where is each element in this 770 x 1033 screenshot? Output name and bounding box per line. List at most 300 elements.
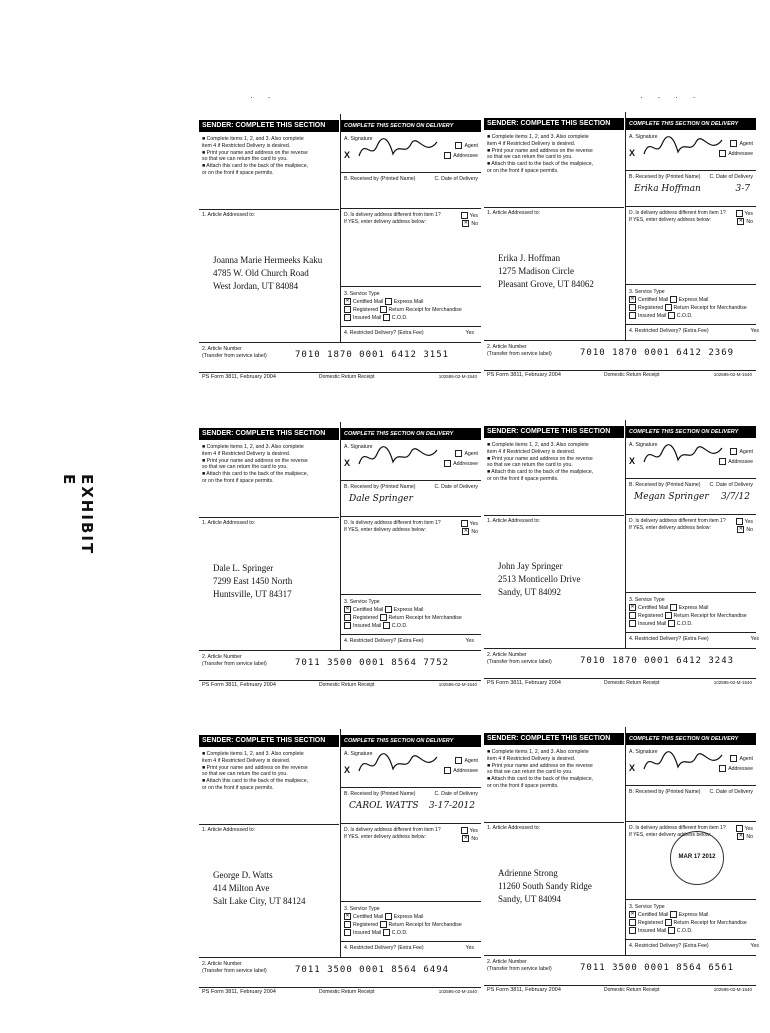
received-by-value: Megan Springer [634,492,709,502]
checkbox [719,765,726,772]
checkbox [730,448,737,455]
form-code: 102595-02-M-1540 [438,682,477,687]
transfer-label: (Transfer from service label) [487,350,552,357]
article-number-title: 2. Article Number [202,654,242,660]
no-checkbox [462,220,478,227]
divider [199,209,339,210]
checkbox: ✕ [630,604,635,611]
recipient-address [498,252,594,291]
checkbox [385,913,392,920]
recipient-address [213,562,292,601]
ps-form-label: PS Form 3811, February 2004 [202,374,276,380]
instruction-line: ■ Attach this card to the back of the mailpiece, [202,163,309,170]
checkbox [380,306,387,313]
if-yes-label: If YES, enter delivery address below: [629,831,711,838]
agent-label: Agent [739,755,753,762]
checkbox: ✕ [630,296,635,303]
return-receipt-label: Return Receipt for Merchandise [388,615,462,621]
address-line: Adrienne Strong [498,868,558,878]
checkbox: ✕ [345,298,350,305]
checkbox: ✕ [463,528,468,534]
service-row [344,921,462,929]
restricted-delivery [344,638,474,644]
delivery-section [625,727,759,955]
restricted-yes [466,330,474,336]
domestic-return-label: Domestic Return Receipt [604,987,660,993]
domestic-return-label: Domestic Return Receipt [319,374,375,380]
checkbox [444,460,451,467]
checkbox [344,929,351,936]
instruction-line: ■ Complete items 1, 2, and 3. Also complete [487,442,589,448]
article-number-title: 2. Article Number [487,652,527,658]
signature-label: A. Signature [344,444,373,450]
delivery-header: COMPLETE THIS SECTION ON DELIVERY [341,735,481,747]
checkbox [461,827,468,834]
service-row [629,604,747,612]
return-receipt-card [199,114,481,418]
date-of-delivery-label: C. Date of Delivery [709,482,753,488]
form-code: 102595-02-M-1540 [713,372,752,377]
instruction-line: ■ Print your name and address on the reverse [487,455,593,462]
delivery-different-label: D. Is delivery address different from item 1? [344,212,441,218]
return-receipt-label: Return Receipt for Merchandise [673,613,747,619]
no-checkbox [737,526,753,533]
received-by-label: B. Received by (Printed Name) [629,174,701,180]
article-number-title: 2. Article Number [202,961,242,967]
article-number-value: 7011 3500 0001 8564 7752 [295,658,450,668]
certified-label: Certified Mail [638,605,670,611]
checkbox [665,304,672,311]
cod-label: C.O.D. [676,928,693,934]
service-type [629,596,747,628]
recipient-address [498,867,592,906]
divider [341,208,481,209]
received-by-label: B. Received by (Printed Name) [344,484,416,490]
article-number-value: 7010 1870 0001 6412 2369 [580,348,735,358]
divider [199,987,481,988]
delivery-address-question [629,210,729,223]
delivery-different-label: D. Is delivery address different from item 1? [629,825,726,831]
received-by-label: B. Received by (Printed Name) [344,176,416,182]
instruction-line: item 4 if Restricted Delivery is desired. [487,448,576,455]
delivery-header: COMPLETE THIS SECTION ON DELIVERY [341,120,481,132]
instruction-line: ■ Attach this card to the back of the mailpiece, [487,469,594,476]
checkbox [719,458,726,465]
delivery-different-label: D. Is delivery address different from item 1? [344,827,441,833]
divider [484,955,756,956]
postmark-stamp [670,831,724,885]
agent-label: Agent [739,140,753,147]
ps-form-label: PS Form 3811, February 2004 [487,987,561,993]
instruction-line: ■ Attach this card to the back of the mailpiece, [487,776,594,783]
no-checkbox [737,833,753,840]
return-receipt-card [484,420,759,724]
article-number-title: 2. Article Number [202,346,242,352]
service-row [629,927,747,935]
article-number-title: 2. Article Number [487,959,527,965]
agent-checkbox [455,450,478,457]
service-type [629,903,747,935]
return-receipt-label: Return Receipt for Merchandise [673,305,747,311]
signature-x: X [629,763,636,773]
signature-scribble [640,749,726,775]
divider [626,632,756,633]
checkbox: ✕ [738,833,743,839]
divider [341,480,481,481]
domestic-return-label: Domestic Return Receipt [319,682,375,688]
express-label: Express Mail [678,297,709,303]
address-line: 4785 W. Old Church Road [213,268,309,278]
service-type [629,288,747,320]
addressee-checkbox [444,152,478,159]
sender-header: SENDER: COMPLETE THIS SECTION [199,428,339,440]
address-line: Salt Lake City, UT 84124 [213,896,306,906]
instruction-line: so that we can return the card to you. [487,769,573,776]
divider [484,985,756,986]
checkbox [670,911,677,918]
article-addressed-label: 1. Article Addressed to: [487,518,541,524]
restricted-yes [751,636,759,642]
cod-label: C.O.D. [676,621,693,627]
yes-checkbox [461,520,478,527]
recipient-address [498,560,581,599]
divider [341,901,481,902]
express-label: Express Mail [678,912,709,918]
checkbox [668,620,675,627]
restricted-yes [751,328,759,334]
instruction-line: item 4 if Restricted Delivery is desired. [487,140,576,147]
addressee-label: Addressee [453,152,478,159]
instruction-line: ■ Print your name and address on the reverse [487,147,593,154]
service-row [629,612,747,620]
checkbox [736,825,743,832]
checkbox [736,210,743,217]
insured-label: Insured Mail [353,623,383,629]
signature-label: A. Signature [629,749,658,755]
divider [626,284,756,285]
scan-dots: · · · · [640,92,702,102]
registered-label: Registered [353,922,380,928]
date-of-delivery-label: C. Date of Delivery [709,174,753,180]
date-of-delivery-label: C. Date of Delivery [434,791,478,797]
divider [484,340,756,341]
received-by-label: B. Received by (Printed Name) [344,791,416,797]
article-number-value: 7010 1870 0001 6412 3243 [580,656,735,666]
checkbox [383,622,390,629]
sender-instructions [487,134,621,175]
divider [199,372,481,373]
transfer-label: (Transfer from service label) [202,660,267,667]
address-line: Joanna Marie Hermeeks Kaku [213,255,323,265]
certified-label: Certified Mail [638,297,670,303]
service-row [629,911,747,919]
transfer-label: (Transfer from service label) [487,658,552,665]
received-by-label: B. Received by (Printed Name) [629,482,701,488]
exhibit-label: EXHIBIT E [60,474,96,556]
article-number-label [487,652,552,665]
service-row [629,296,747,304]
delivery-different-label: D. Is delivery address different from item 1? [344,520,441,526]
delivery-header: COMPLETE THIS SECTION ON DELIVERY [626,733,756,745]
certified-label: Certified Mail [353,299,385,305]
service-type-label: 3. Service Type [344,291,380,297]
restricted-delivery [629,636,759,642]
divider [484,370,756,371]
article-addressed-label: 1. Article Addressed to: [202,520,256,526]
certified-label: Certified Mail [353,914,385,920]
checkbox [668,312,675,319]
no-label: No [471,528,478,535]
service-row [344,314,462,322]
service-row [344,298,462,306]
service-type [344,290,462,322]
signature-label: A. Signature [629,134,658,140]
domestic-return-label: Domestic Return Receipt [604,372,660,378]
return-receipt-card [484,112,759,416]
instruction-line: item 4 if Restricted Delivery is desired. [487,755,576,762]
article-addressed-label: 1. Article Addressed to: [487,825,541,831]
signature-x: X [629,148,636,158]
if-yes-label: If YES, enter delivery address below: [629,524,711,531]
signature-scribble [355,751,441,777]
instruction-line: ■ Complete items 1, 2, and 3. Also complete [487,134,589,140]
checkbox: ✕ [463,835,468,841]
yes-label: Yes [465,945,474,951]
insured-label: Insured Mail [353,315,383,321]
return-receipt-card [484,727,759,1031]
sender-instructions [202,444,336,485]
divider [341,172,481,173]
delivery-header: COMPLETE THIS SECTION ON DELIVERY [341,428,481,440]
divider [341,823,481,824]
divider [199,650,481,651]
instruction-line: item 4 if Restricted Delivery is desired. [202,142,291,149]
sender-header: SENDER: COMPLETE THIS SECTION [484,118,624,130]
yes-checkbox [461,827,478,834]
if-yes-label: If YES, enter delivery address below: [629,216,711,223]
address-line: Erika J. Hoffman [498,253,561,263]
divider [484,648,756,649]
checkbox: ✕ [738,526,743,532]
divider [341,594,481,595]
instruction-line: ■ Complete items 1, 2, and 3. Also complete [202,444,304,450]
instruction-line: ■ Attach this card to the back of the mailpiece, [202,471,309,478]
received-by-value: Dale Springer [349,494,413,504]
address-line: 414 Milton Ave [213,883,270,893]
yes-label: Yes [465,638,474,644]
checkbox [344,306,351,313]
checkbox [629,612,636,619]
instruction-line: or on the front if space permits. [202,169,274,176]
sender-header: SENDER: COMPLETE THIS SECTION [199,735,339,747]
restricted-label: 4. Restricted Delivery? (Extra Fee) [344,638,424,644]
instruction-line: so that we can return the card to you. [202,156,288,163]
address-line: Sandy, UT 84092 [498,587,561,597]
delivery-date-value: 3-7 [735,184,750,194]
yes-label: Yes [469,520,478,527]
sender-header: SENDER: COMPLETE THIS SECTION [199,120,339,132]
insured-label: Insured Mail [638,313,668,319]
checkbox [385,606,392,613]
instruction-line: so that we can return the card to you. [487,462,573,469]
yes-label: Yes [465,330,474,336]
service-type-label: 3. Service Type [344,906,380,912]
cod-label: C.O.D. [391,315,408,321]
sender-instructions [487,442,621,483]
scan-dots: · · [250,92,277,102]
yes-checkbox [736,210,753,217]
yes-checkbox [736,518,753,525]
instruction-line: item 4 if Restricted Delivery is desired. [202,757,291,764]
divider [626,785,756,786]
signature-x: X [344,765,351,775]
addressee-checkbox [719,458,753,465]
no-checkbox [462,528,478,535]
service-type-label: 3. Service Type [629,904,665,910]
address-line: 2513 Monticello Drive [498,574,581,584]
yes-label: Yes [744,210,753,217]
recipient-address [213,869,306,908]
instruction-line: ■ Complete items 1, 2, and 3. Also complete [487,749,589,755]
addressee-label: Addressee [453,460,478,467]
article-number-label [202,346,267,359]
instruction-line: or on the front if space permits. [487,475,559,482]
checkbox [730,140,737,147]
address-line: Pleasant Grove, UT 84062 [498,279,594,289]
addressee-checkbox [444,767,478,774]
service-row [629,312,747,320]
divider [199,680,481,681]
yes-label: Yes [469,212,478,219]
yes-label: Yes [744,825,753,832]
article-addressed-label: 1. Article Addressed to: [202,827,256,833]
instruction-line: ■ Print your name and address on the reverse [202,764,308,771]
restricted-label: 4. Restricted Delivery? (Extra Fee) [344,945,424,951]
yes-label: Yes [750,943,759,949]
divider [341,941,481,942]
article-number-value: 7011 3500 0001 8564 6561 [580,963,735,973]
checkbox [461,212,468,219]
delivery-section [340,114,481,342]
insured-label: Insured Mail [638,928,668,934]
delivery-section [340,729,481,957]
delivery-section [625,112,759,340]
checkbox [444,767,451,774]
delivery-date-value: 3/7/12 [721,492,750,502]
signature-x: X [344,458,351,468]
received-by-value: CAROL WATTS [349,801,419,811]
restricted-delivery [629,328,759,334]
checkbox [629,304,636,311]
checkbox [629,312,636,319]
delivery-address-question [344,212,444,225]
addressee-label: Addressee [728,765,753,772]
service-row [344,606,462,614]
checkbox: ✕ [738,218,743,224]
return-receipt-label: Return Receipt for Merchandise [673,920,747,926]
agent-checkbox [730,755,753,762]
agent-label: Agent [464,450,478,457]
signature-scribble [355,444,441,470]
yes-label: Yes [469,827,478,834]
service-row [344,929,462,937]
express-label: Express Mail [393,914,424,920]
addressee-label: Addressee [453,767,478,774]
signature-label: A. Signature [629,442,658,448]
checkbox [344,622,351,629]
restricted-label: 4. Restricted Delivery? (Extra Fee) [629,636,709,642]
delivery-address-question [629,518,729,531]
address-line: 11260 South Sandy Ridge [498,881,592,891]
service-type [344,905,462,937]
checkbox [383,314,390,321]
checkbox [344,921,351,928]
checkbox [344,314,351,321]
yes-label: Yes [744,518,753,525]
divider [341,516,481,517]
address-line: Huntsville, UT 84317 [213,589,292,599]
checkbox [730,755,737,762]
address-line: West Jordan, UT 84084 [213,281,299,291]
no-checkbox [462,835,478,842]
checkbox [380,921,387,928]
divider [484,822,624,823]
agent-checkbox [455,142,478,149]
agent-label: Agent [464,142,478,149]
instruction-line: ■ Attach this card to the back of the mailpiece, [202,778,309,785]
checkbox [665,919,672,926]
restricted-yes [466,945,474,951]
divider [626,821,756,822]
return-receipt-card [199,729,481,1033]
checkbox [629,620,636,627]
divider [484,678,756,679]
checkbox [461,520,468,527]
sender-instructions [487,749,621,790]
instruction-line: ■ Print your name and address on the reverse [487,762,593,769]
postmark-date: MAR 17 2012 [678,854,716,860]
instruction-line: or on the front if space permits. [202,477,274,484]
address-line: John Jay Springer [498,561,563,571]
checkbox [736,518,743,525]
agent-checkbox [730,140,753,147]
article-number-label [487,344,552,357]
service-row [629,304,747,312]
article-number-label [487,959,552,972]
restricted-delivery [344,330,474,336]
registered-label: Registered [638,920,665,926]
divider [484,515,624,516]
divider [199,342,481,343]
cod-label: C.O.D. [391,930,408,936]
form-code: 102595-02-M-1540 [438,989,477,994]
no-label: No [746,218,753,225]
divider [626,206,756,207]
restricted-label: 4. Restricted Delivery? (Extra Fee) [344,330,424,336]
checkbox [455,757,462,764]
divider [626,514,756,515]
yes-label: Yes [750,636,759,642]
domestic-return-label: Domestic Return Receipt [604,680,660,686]
address-line: 1275 Madison Circle [498,266,574,276]
delivery-header: COMPLETE THIS SECTION ON DELIVERY [626,426,756,438]
article-addressed-label: 1. Article Addressed to: [202,212,256,218]
insured-label: Insured Mail [353,930,383,936]
checkbox [629,927,636,934]
service-row [344,913,462,921]
express-label: Express Mail [393,607,424,613]
divider [341,286,481,287]
